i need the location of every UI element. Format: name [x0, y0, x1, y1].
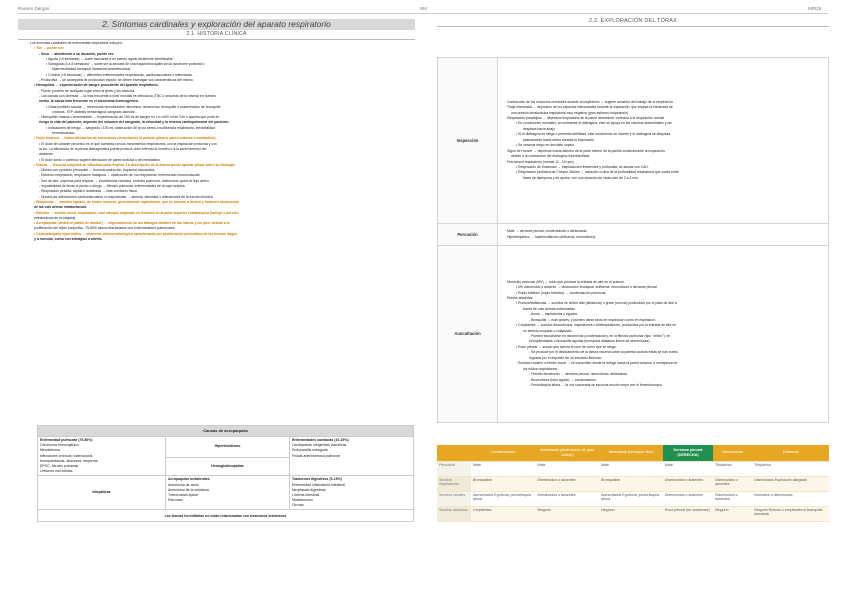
text-line: • Dolor torácico → indica afectación de estructuras circundantes al pulmón (pleura, pared torácica o mediastino).: [34, 136, 217, 141]
text-line: · Hipertimpánico → hiperinsuflación (enfisema, neumotórax).: [505, 234, 597, 239]
table-header: Atelectasia (bronquio libre): [599, 445, 663, 461]
header-center: NM: [420, 6, 427, 11]
row-label-inspeccion: Inspección: [438, 58, 498, 224]
text-line: · Contracción de los músculos cervicales durante la inspiración → sugiere aumento del trabajo de la respiración.: [505, 99, 674, 104]
acro-title: Causas de acropaquias: [38, 426, 414, 437]
table-header: Enfisema: [752, 445, 829, 461]
list-item: Tuberculosis apical: [168, 492, 198, 497]
text-line: hemodinámica.: [52, 131, 75, 136]
table-cell: Timpánica: [713, 461, 752, 476]
text-line: riesgo la vida del paciente; depende del volumen del sangrado, la velocidad y la reserva cardiopulmonar del paciente;: [39, 120, 230, 125]
table-row: [437, 461, 829, 476]
table-cell: Timpánica: [752, 461, 829, 476]
section-rule: [18, 39, 415, 40]
table-cell: Ninguno: [599, 506, 663, 521]
text-line: • Ruido tubárico (soplo tubárico) → condensación pulmonar.: [516, 290, 607, 295]
list-item: Lesiones mal sólidas: [40, 469, 73, 474]
text-line: · Mate → derrame pleural, condensación o atelectasia.: [505, 229, 588, 234]
text-line: - Imposibilidad de llenar el pecho o ahogo → fibrosis pulmonar, enfermedades de la caja torácica.: [39, 184, 186, 189]
table-header: Condensación: [471, 445, 535, 461]
text-line: - Esfuerzo respiratorio, respiración trabajosa → obstrucción de vía respiratoria, enfermedad neuromuscular.: [39, 173, 201, 178]
list-item: Cirrosis: [292, 503, 304, 508]
table-cell: Disminuidos Espiración alargada: [752, 476, 829, 491]
chapter-title: 2. Síntomas cardinales y exploración del aparato respiratorio: [18, 19, 415, 30]
table-cell: Disminuidos o ausentes: [713, 491, 752, 506]
row-label-percusion: Percusión: [438, 224, 498, 246]
acro-pulmonar-cell: [38, 437, 166, 476]
text-line: • Tos → puede ser:: [34, 46, 65, 51]
inspeccion-cell: [498, 58, 829, 224]
text-line: - Asma → espiratorias y agudos.: [529, 312, 578, 317]
row-label: Sonidos respiratorios: [437, 476, 471, 491]
list-item: Cardiopatías congénitas cianóticas: [292, 443, 347, 448]
row-label: Sonidos vocales: [437, 491, 471, 506]
table-cell: Roce pleural (en ocasiones): [663, 506, 713, 521]
text-line: - Pueden escucharse en neumonías (condensación), en la fibrosis pulmonar (tipo "velcro"), en: [529, 334, 671, 338]
list-item: Neoplasias digestivas: [292, 487, 326, 492]
auscultacion-cell: [498, 246, 829, 423]
row-label: Percusión: [437, 461, 471, 476]
auscultation-findings-table: [437, 445, 829, 522]
text-line: · Signo de Hoover → depresión hacia adentro de la parte inferior de la parrilla costal durante la inspiración,: [505, 148, 666, 153]
text-line: abdomen.: [39, 152, 55, 157]
table-cell: Mate: [599, 461, 663, 476]
section-title-exploracion: 2.2. EXPLORACIÓN DEL TÓRAX: [588, 18, 678, 24]
acro-cardiacas-title: Enfermedades cardíacas (10-15%): [292, 438, 349, 442]
table-header: Derrame pleural (DERECHA): [663, 445, 713, 461]
acro-pulmonar-title: Enfermedad pulmonar (75-80%): [40, 438, 93, 442]
text-line: extratorácica de la tráquea).: [34, 215, 77, 220]
text-line: de las vías aéreas intratorácicas.: [34, 205, 87, 210]
text-line: - Seca → atendiendo a su duración, puede ser:: [39, 51, 115, 56]
text-line: - Se produce por el deslizamiento de la pleura visceral sobre la parietal cuando estas se han vuelto: [529, 350, 678, 355]
table-header: Atelectasia (obstrucción de gran calibre): [535, 445, 599, 461]
text-line: una presión intratorácica inspiratoria muy negativa (gran esfuerzo inspiratorio).: [511, 110, 630, 115]
list-item: Fístula arteriovenosa pulmonar: [292, 453, 341, 458]
table-cell: Bronquiales: [599, 476, 663, 491]
table-cell: Disminuidos o ausentes: [535, 476, 599, 491]
text-line: · Sonidos vocales o frémito vocal → se transmiten desde la laringe hasta la pared torácica, a semejanza de: [516, 361, 678, 366]
table-cell: Bronquiales: [471, 476, 535, 491]
acro-idiopaticas: Idiopáticas: [38, 476, 166, 510]
text-line: • Crónica (>8 semanas) → diferentes enfermedades respiratorias, cardiovasculares o infecciosas.: [46, 72, 193, 77]
table-cell: Disminuidos o ausentes: [535, 491, 599, 506]
text-line: • Osteoartropatía hipertrófica → síndrome clínicorradiológico caracterizado por proliferación periostítica de los huesos largos: [34, 231, 238, 236]
list-item: Endocarditis subaguda: [292, 448, 328, 453]
table-cell: Disminuidos o ausentes: [663, 476, 713, 491]
table-cell: Disminuidos o ausentes: [713, 476, 752, 491]
list-item: EPOC, fibrosis pulmonar: [40, 463, 79, 468]
text-line: hiperreactividad bronquial transitoria postinfecciosa).: [52, 67, 132, 72]
acro-unilaterales-cell: [166, 476, 290, 510]
text-line: desplaza hacia abajo.: [523, 126, 556, 131]
text-line: - Respiración pesada, rápida o acelerada → más condición física.: [39, 189, 138, 194]
text-line: • Indicadores de riesgo → sangrado >100 ml, obstrucción de la vía aérea, insuficiencia respiratoria, inestabilidad: [46, 125, 215, 130]
table-cell: Disminuidos o ausentes: [663, 491, 713, 506]
text-line: • Respiración de Kussmaul → inspiraciones frecuentes y profundas; se asocia con CAD.: [516, 164, 649, 169]
text-line: • Se observa mejor en decúbito supino.: [516, 143, 576, 148]
text-line: un alvéolo ocupado o colapsado.: [523, 328, 573, 333]
list-item: Malabsorción: [292, 498, 313, 503]
acro-footer: Las formas hereditarias no están relacionadas con trastornos sistémicos: [38, 510, 414, 522]
text-line: la tos. La afectación de la pleura diafragmática puede producir dolor referido al hombro o a la pared anterior del: [39, 146, 207, 151]
text-line: • Estridor → sonido ronco, inspiratorio, casi siempre originado en lesiones en la parte superior extratorácica (laringe o porción: [34, 210, 239, 215]
text-line: - Hemoptisis masiva o amenazante → expectoración de 150 ml de sangre en 1h o 600 ml en 24h o aquella que pone en: [39, 115, 220, 120]
list-item: bronquiectasias, abscesos, empiema: [40, 458, 98, 463]
text-line: • Roce pleural → sonido que simula el roce de cuero que se rasga.: [516, 344, 617, 349]
text-line: - Frémito disminuido → derrame pleural, neumotórax, atelectasia.: [529, 372, 628, 377]
text-line: los ruidos respiratorios.: [523, 366, 559, 371]
list-item: Linfoma intestinal: [292, 492, 320, 497]
text-line: rugosas por el depósito de un exudado fibrinoso.: [529, 355, 603, 360]
table-cell: Mate: [663, 461, 713, 476]
text-line: · Murmullo vesicular (MV) → ruido que produce la entrada de aire en el pulmón.: [505, 279, 625, 284]
acro-digestivos-title: Trastornos digestivos (5-15%): [292, 477, 342, 482]
table-cell: Ninguno: [713, 506, 752, 521]
text-line: bronquiectasias o bronquitis agudas (bronquios dilatados llenos de secreciones).: [529, 339, 651, 344]
text-line: - Disnea por alteraciones cardiovasculares ni respiratorias → anemia, obesidad o alteraciones de la función tiroidea.: [39, 194, 214, 199]
text-line: - Sed de aire, urgencia para respirar → insuficiencia cardíaca, embolia pulmonar, obstrucción grave al flujo aéreo.: [39, 178, 210, 183]
text-line: debido a la contracción del diafragma hiperinsuflado.: [511, 154, 591, 159]
text-line: • Sibilancias → sonidos agudos, de timbre musical, generalmente espiratorios, que se asocian a disnea y traducen obstrucción: [34, 199, 240, 204]
text-line: • Crepitantes → sonidos discontinuos, inspiratorios o teleinspiratorios, producidos por la entrada de aire en: [516, 323, 677, 328]
text-line: pasivamente hacia arriba durante la inspiración.: [523, 137, 595, 142]
table-header: Neumotórax: [713, 445, 752, 461]
text-line: • El dolor sordo o continuo sugiere afectación de pared torácica o del mediastino.: [39, 157, 161, 162]
table-row: [437, 506, 829, 521]
list-item: Aneurisma de la subclavia: [168, 487, 209, 492]
text-line: través de vías aéreas estrechadas.: [523, 306, 576, 311]
text-line: - Productiva → se acompaña de producción esputo; se deben investigar sus características del mismo.: [39, 78, 194, 83]
text-line: • Acropaquias (dedos en palillo de tambor) → engrosamiento de las falanges distales de las manos y los pies, debido a la: [34, 221, 230, 226]
text-line: • Aguda (<3 semanas) → suele asociarse a un evento agudo fácilmente identificable.: [46, 56, 174, 61]
list-item: Mesotelioma: [40, 448, 60, 453]
table-cell: Ninguno: [535, 506, 599, 521]
text-line: • En condiciones normales, al contraerse el diafragma, este se apoya en las vísceras abdominales y las: [516, 121, 672, 126]
percusion-cell: [498, 224, 829, 246]
table-row: [437, 491, 829, 506]
text-line: • Disnea → vivencia subjetiva de dificultad para respirar. La descripción de la disnea puede aportar pistas sobre su etiología:: [34, 162, 236, 167]
list-item: Aneurisma de aorta: [168, 482, 199, 487]
text-line: · Tiraje intercostal → depresión de los espacios intercostales durante la inspiración, que implica la existencia de: [505, 105, 673, 110]
text-line: y a menudo, cursa con artralgias o artritis.: [34, 236, 103, 241]
text-line: • El dolor de carácter pleurítico es el que aumenta con los movimientos respiratorios, con la inspiración profunda y con: [39, 141, 217, 146]
section-rule: [437, 26, 829, 27]
list-item: Infecciones crónicas: tuberculosis,: [40, 453, 94, 458]
text-line: • Subaguda (3 a 8 semanas) → suele ser la secuela de una traqueobronquitis vírica (síndrome postviral o: [46, 62, 205, 67]
text-line: • Roncus/sibilancias → sonidos de timbre alto (sibilancia) o grave (roncus) producidos por el paso de aire a: [516, 301, 677, 306]
text-line: · Respiración paradójica → depresión inspiratoria de la pared abdominal, contraria a la respiración normal.: [505, 116, 666, 121]
acro-unilaterales-title: Acropaquias unilaterales: [168, 477, 210, 482]
historia-clinica-body: [24, 41, 414, 242]
header-author: Rassen Dargan: [18, 6, 50, 11]
text-line: crónicas, TEP, diátesis hemorrágica, sangrado alveolar...: [52, 109, 138, 114]
acro-hemoglobinopatias: Hemoglobinopatías: [166, 457, 290, 476]
text-line: • Si el diafragma se fatiga o presenta debilidad, este movimiento se invierte y el diafragma se desplaza: [516, 132, 671, 137]
header-rule: [18, 13, 828, 14]
list-item: Enfermedad inflamatoria intestinal: [292, 482, 345, 487]
text-line: - Pectoriloquia áfona → la voz susurrada se escucha mucho mejor con el fonendoscopio.: [529, 382, 663, 387]
table-cell: Crepitantes: [471, 506, 535, 521]
list-item: Pancoast: [168, 498, 183, 503]
table-cell: Aumentados Egofonía, pectoriloquia afona: [599, 491, 663, 506]
table-cell: Mate: [471, 461, 535, 476]
text-line: · Ruidos añadidos:: [505, 295, 534, 300]
text-line: • Otras posibles causas → neumonías necrotizantes, abscesos, neumonías, bronquitis o exacerbación de bronquitis: [46, 104, 221, 109]
text-line: proliferación del tejido conjuntivo. 75-80% casos relacionados con enfermedades pulmonares.: [34, 226, 176, 231]
text-line: · Frecuencia respiratoria (normal 12 - 16 rpm).: [505, 159, 575, 164]
text-line: • Hemoptisis → expectoración de sangre procedente del aparato respiratorio.: [34, 83, 159, 88]
section-title-historia: 2.1. HISTORIA CLÍNICA: [186, 31, 247, 37]
row-label: Sonidos añadidos: [437, 506, 471, 521]
exploracion-table: [437, 57, 829, 423]
header-right: MIR25: [808, 6, 822, 11]
text-line: fases de hiperpnea y de apnea, con una duración de cada ciclo de 2 a 3 min.: [523, 175, 639, 180]
table-header: [437, 445, 471, 461]
table-cell: Aumentados Egofonía, pectoriloquia afona: [471, 491, 535, 506]
text-line: - Bronquitis → más graves, y pueden darse tanto en inspiración como en espiración.: [529, 317, 656, 322]
text-line: - Las causas son diversas → la más frecuente a nivel mundial es infecciosa (TBC o secuelas de la misma) en nuestro: [39, 93, 216, 98]
text-line: medio, la causa más frecuente es el carcinoma broncogénico.: [39, 99, 139, 104]
row-label-auscultacion: Auscultación: [438, 246, 498, 423]
text-line: - Puede provenir de cualquier lugar entre la glotis y los alvéolos.: [39, 88, 136, 93]
table-cell: Normales o disminuidos: [752, 491, 829, 506]
text-line: - Disnea con opresión precordial → broncoconstricción, isquemia miocárdica.: [39, 168, 156, 173]
list-item: Carcinoma broncogénico: [40, 443, 79, 448]
text-line: · Los síntomas cardinales de enfermedad respiratoria incluyen:: [28, 41, 123, 45]
table-cell: Mate: [535, 461, 599, 476]
acro-hipertiroidismo: Hipertiroidismo: [166, 437, 290, 458]
acro-cardiacas-cell: [290, 437, 414, 476]
table-cell: Ninguno Roncus o crepitantes si bronquitis asociada: [752, 506, 829, 521]
text-line: • Respiración periódica de Cheyne-Stokes → variación cíclica de la profundidad respiratoria que oscila entre: [516, 170, 679, 175]
acro-digestivos-cell: [290, 476, 414, 510]
table-row: [437, 476, 829, 491]
text-line: - Broncofonía (tono agudo) → condensación.: [529, 377, 597, 382]
text-line: • MV disminuido o ausente → obstrucción bronquial, enfisema, neumotórax o derrame pleural.: [516, 285, 658, 290]
acropaquias-table: [37, 425, 414, 522]
